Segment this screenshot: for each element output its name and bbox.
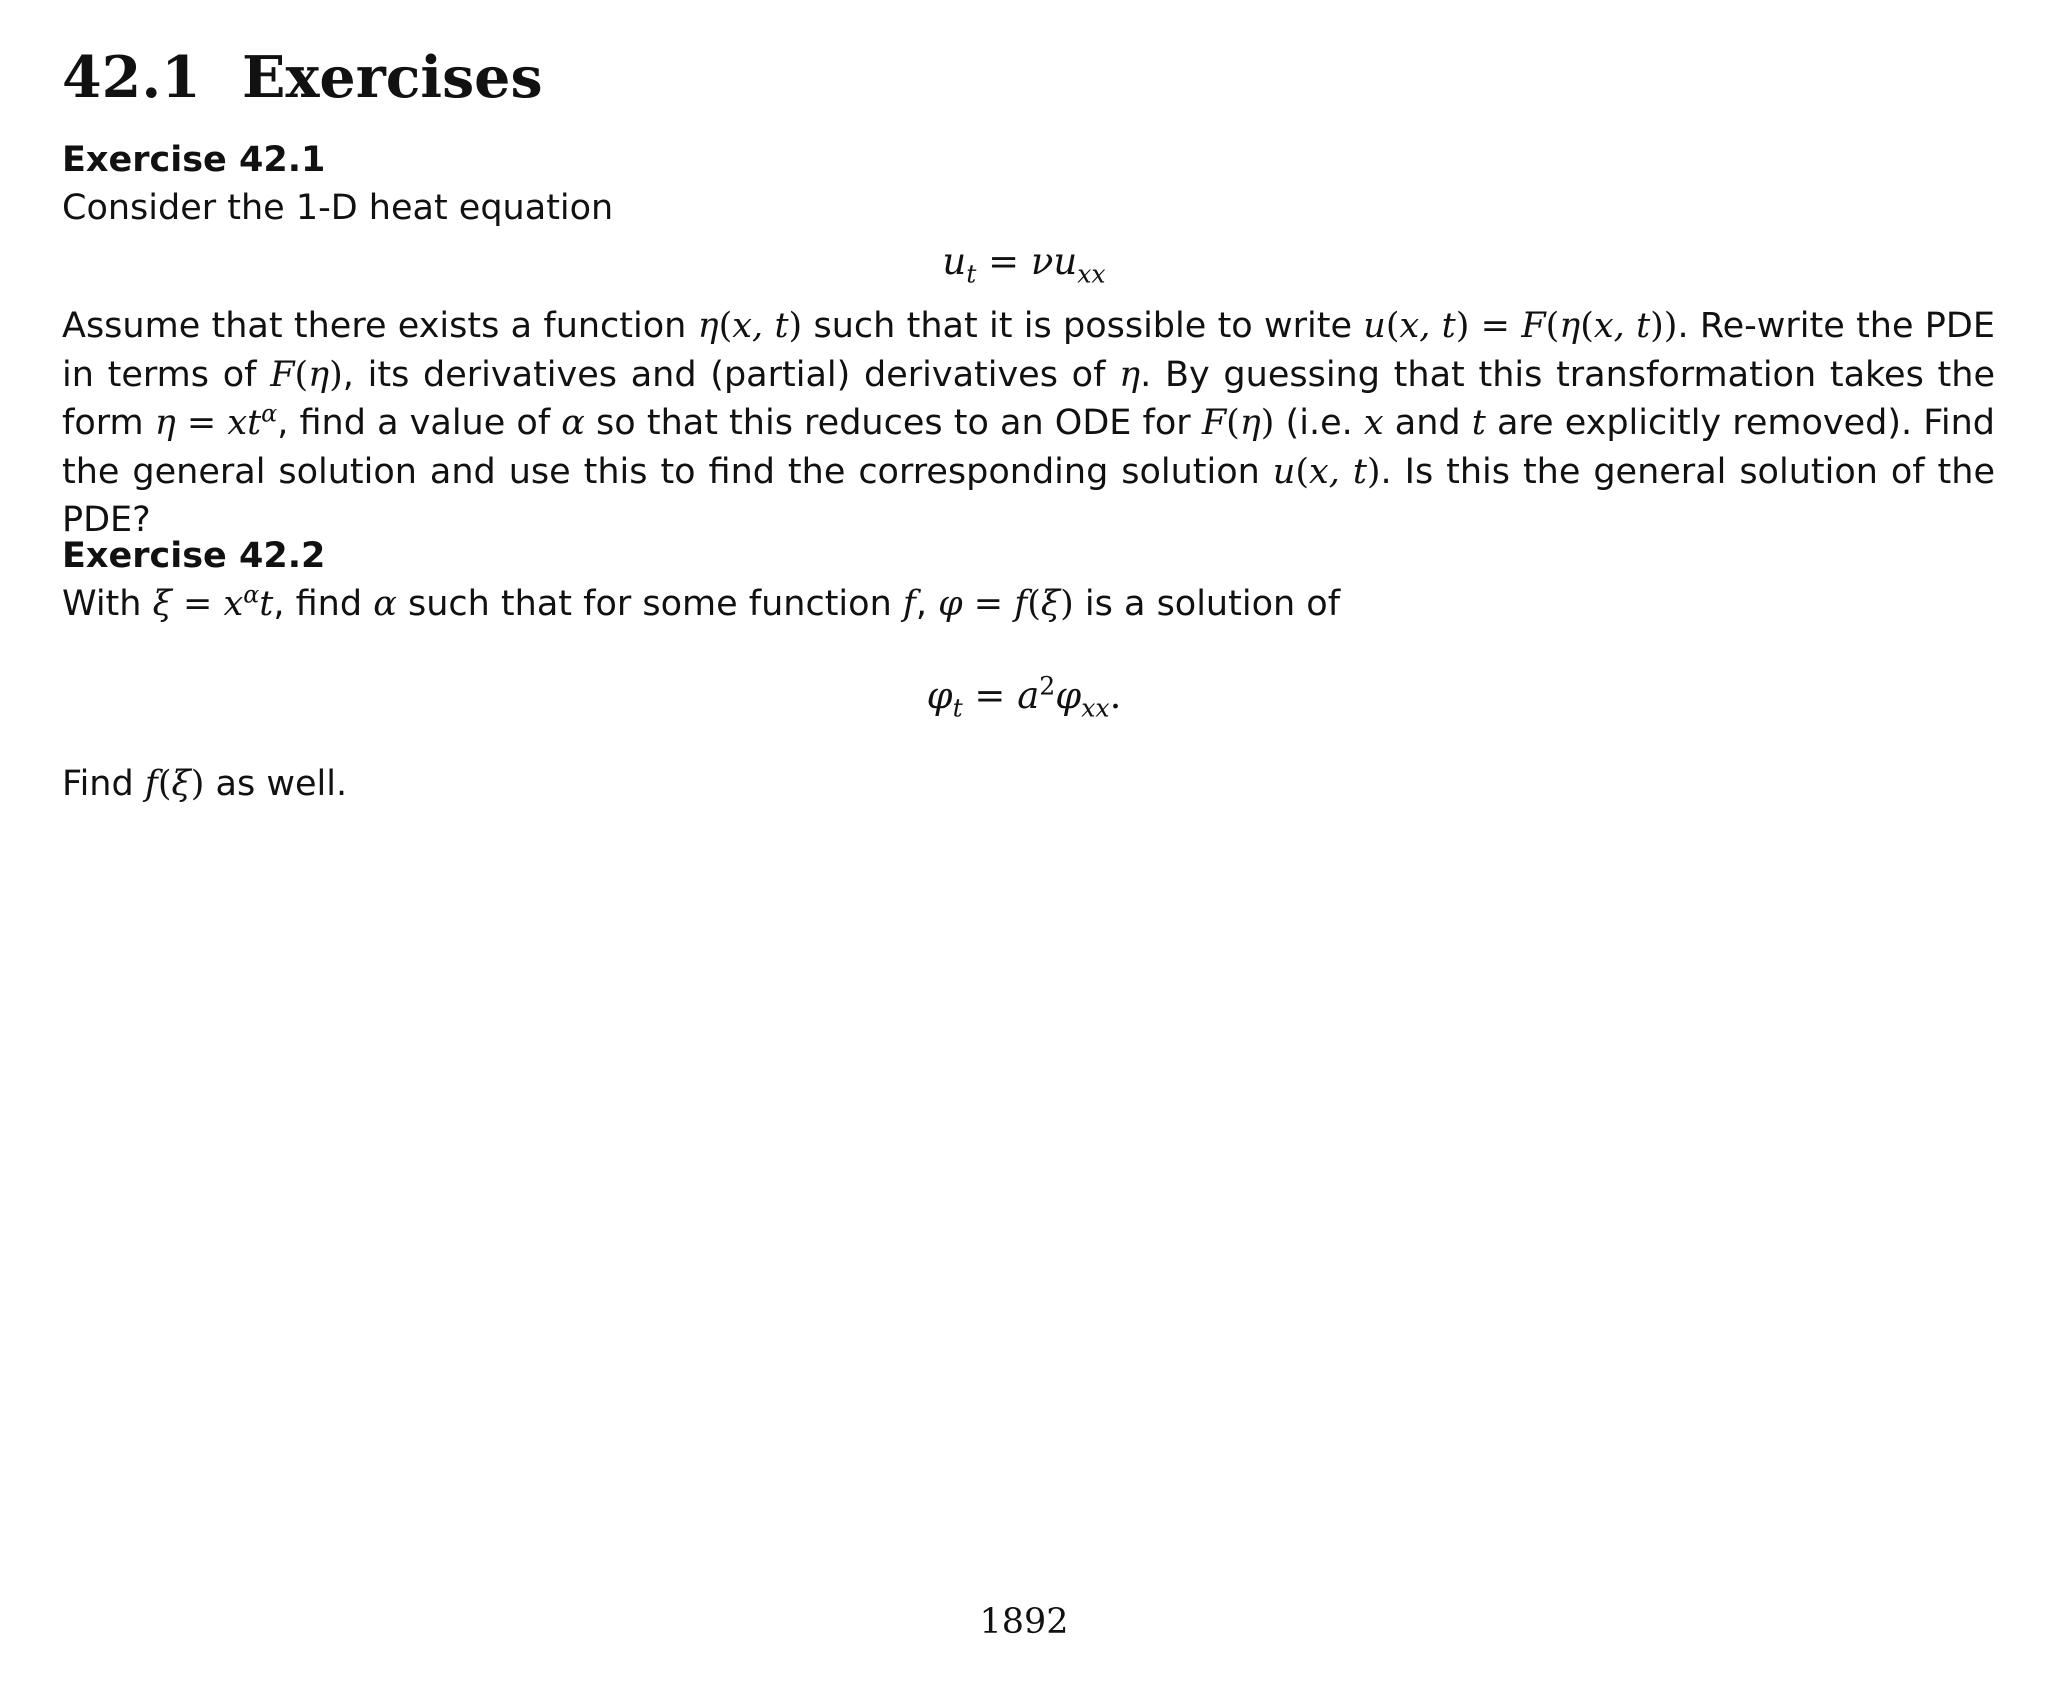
exercise-2-body: Find f(ξ) as well. [62,764,348,804]
section-heading [62,42,543,114]
section-title: Exercises [242,44,543,111]
exercise-2-equation [0,671,2048,723]
page-number: 1892 [979,1602,1069,1642]
diffusion-equation-display: $\varphi_t = a^2\varphi_{xx}$. [926,671,1122,723]
exercise-1-heading: Exercise 42.1 [62,140,326,180]
exercise-2-heading: Exercise 42.2 [62,536,326,576]
section-number: 42.1 [62,44,201,111]
exercise-2-intro: With $\xi = x^\alpha t$, find α such that for some function f, φ = f(ξ) is a solution of [62,580,1341,624]
heat-equation-display: $u_t = \nu u_{xx}$ [942,240,1106,289]
exercise-1-equation [0,238,2048,289]
exercise-1-body: Assume that there exists a function η(x, t) such that it is possible to write u(x, t) = F(η(x, t)). Re-write the PDE in terms of F(η), its derivatives and (partial) derivatives of η. By guessing that this transformation takes the form $\eta = xt^\alpha$, find a value of α so that this reduces to an ODE for F(η) (i.e. x and t are explicitly removed). Find the general solution and use this to find the corresponding solution u(x, t). Is this the general solution of the PDE? [62,306,1996,540]
exercise-1-intro: Consider the 1-D heat equation [62,188,614,228]
